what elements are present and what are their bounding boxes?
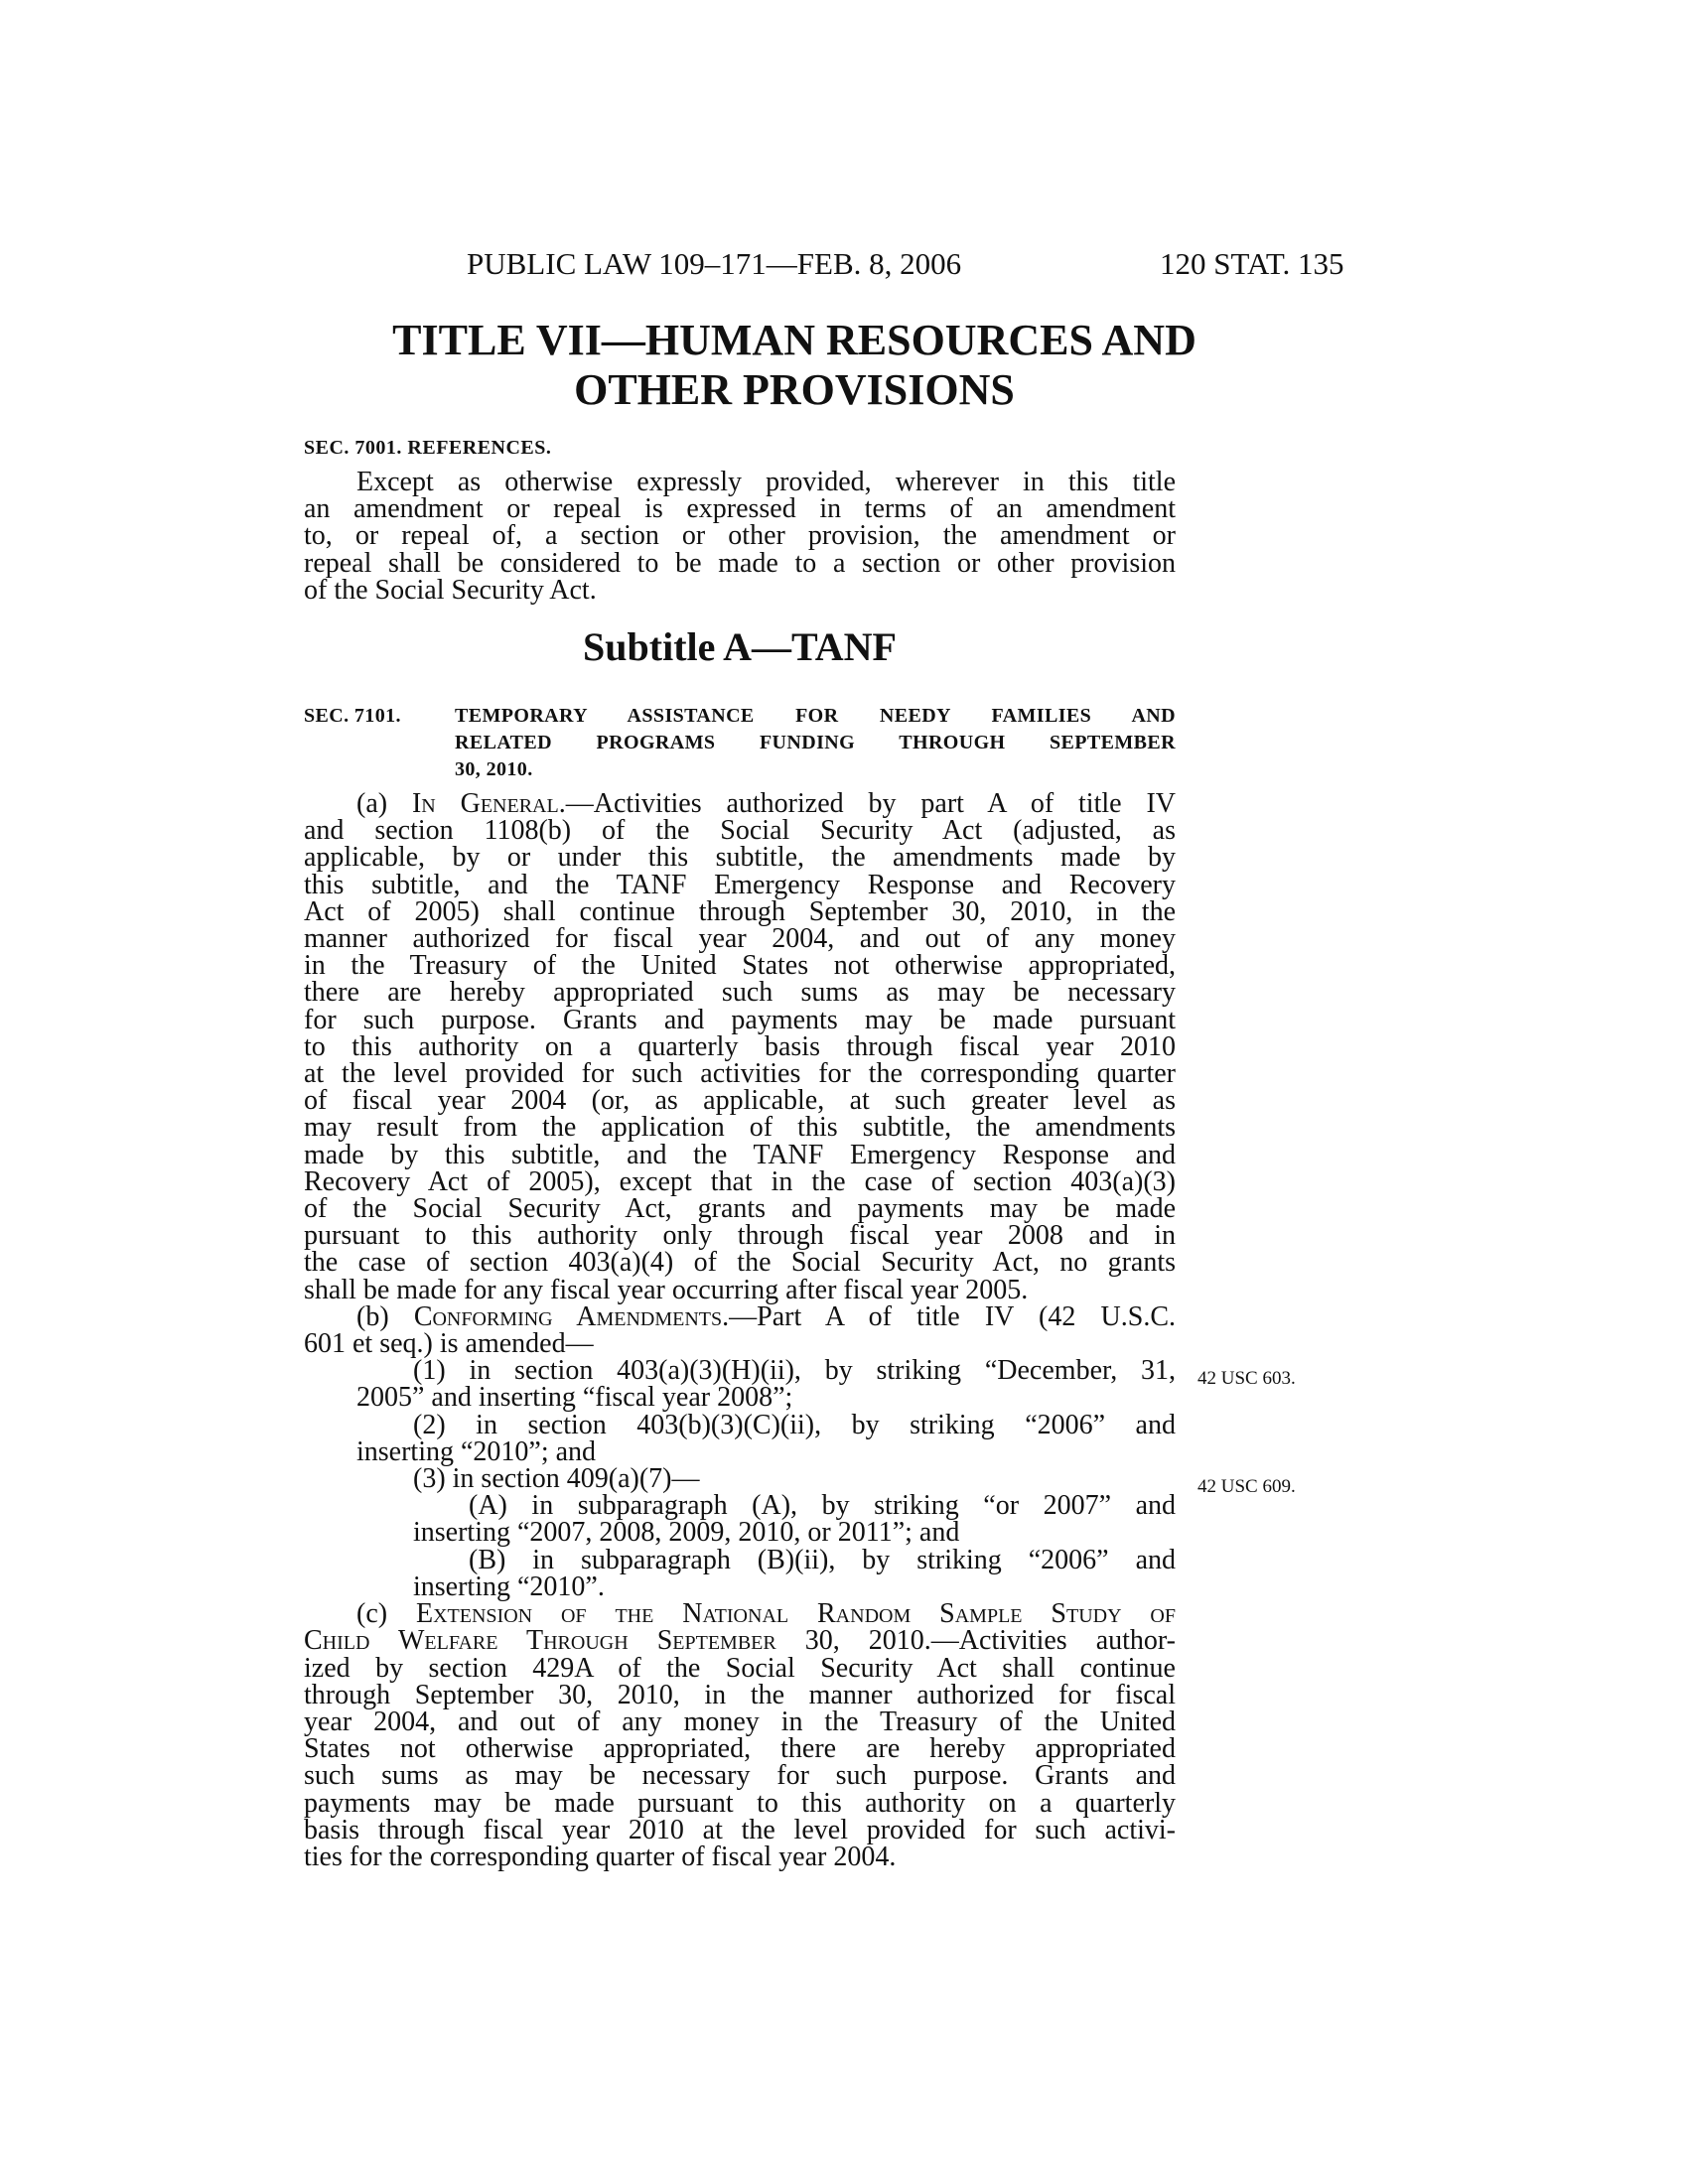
subsection-c-text: —Activities author-	[930, 1625, 1176, 1657]
header-law-citation: PUBLIC LAW 109–171—FEB. 8, 2006	[467, 246, 962, 281]
subsection-a-line: Act of 2005) shall continue through September 30, 2010, in the	[304, 895, 1176, 927]
subsection-b-first-line	[304, 1300, 1176, 1332]
subsection-c-label: (c)	[356, 1598, 416, 1630]
subsection-c-line: States not otherwise appropriated, there are hereby appropriated	[304, 1733, 1176, 1765]
subsection-a-first-line	[304, 790, 1176, 817]
subsection-b-text: —Part A of title IV (42 U.S.C.	[729, 1300, 1176, 1332]
subsection-a-line: of the Social Security Act, grants and payments may be made	[304, 1193, 1176, 1225]
title-line-2: OTHER PROVISIONS	[574, 365, 1015, 414]
subsection-a-line: shall be made for any fiscal year occurring after fiscal year 2005.	[304, 1274, 1029, 1305]
sec-7001-line: Except as otherwise expressly provided, wherever in this title	[356, 467, 1176, 497]
subsection-c-line: ized by section 429A of the Social Security Act shall continue	[304, 1652, 1176, 1684]
subtitle-heading: Subtitle A—TANF	[583, 624, 897, 669]
header-stat-page: 120 STAT. 135	[1160, 246, 1344, 281]
subsection-a-caption: In General.	[411, 788, 566, 819]
sec-7101-number: SEC. 7101.	[304, 705, 401, 727]
subsection-a-line: may result from the application of this subtitle, the amendments	[304, 1112, 1176, 1144]
paragraph-b1-line: (1) in section 403(a)(3)(H)(ii), by striking “December, 31,	[413, 1355, 1176, 1387]
sec-7101-body	[304, 790, 1176, 1870]
subsection-a-line: pursuant to this authority only through fiscal year 2008 and in	[304, 1220, 1176, 1252]
sec-7001-line: repeal shall be considered to be made to a section or other provision	[304, 547, 1176, 579]
sec-7001-heading: SEC. 7001. REFERENCES.	[304, 437, 552, 459]
sec-7001-line: of the Social Security Act.	[304, 574, 597, 606]
subsection-c-line: year 2004, and out of any money in the Treasury of the United	[304, 1706, 1176, 1737]
sec-7001-body	[304, 469, 1176, 604]
subsection-a-line: and section 1108(b) of the Social Security Act (adjusted, as	[304, 815, 1176, 847]
subsection-a-line: there are hereby appropriated such sums as may be necessary	[304, 977, 1176, 1009]
subsection-c-caption: Extension of the National Random Sample Study of	[415, 1598, 1176, 1630]
subsection-a-line: applicable, by or under this subtitle, the amendments made by	[304, 842, 1176, 874]
subsection-a-line: this subtitle, and the TANF Emergency Response and Recovery	[304, 869, 1176, 900]
paragraph-b2-line: (2) in section 403(b)(3)(C)(ii), by striking “2006” and	[413, 1409, 1176, 1440]
subparagraph-bB-line: inserting “2010”.	[413, 1570, 605, 1602]
subsection-a-line: the case of section 403(a)(4) of the Social Security Act, no grants	[304, 1247, 1176, 1279]
subsection-a-line: of fiscal year 2004 (or, as applicable, at such greater level as	[304, 1085, 1176, 1117]
sec-7101-heading	[304, 703, 1176, 783]
subsection-a-line: at the level provided for such activities for the corresponding quarter	[304, 1058, 1176, 1090]
subsection-c-line: ties for the corresponding quarter of fiscal year 2004.	[304, 1841, 897, 1872]
subsection-a-line: in the Treasury of the United States not otherwise appropriated,	[304, 950, 1176, 982]
subsection-a-line: to this authority on a quarterly basis through fiscal year 2010	[304, 1030, 1176, 1062]
subsection-a-line: manner authorized for fiscal year 2004, and out of any money	[304, 923, 1176, 955]
running-header	[0, 246, 1688, 286]
sec-7101-heading-line: 30, 2010.	[455, 758, 533, 780]
subsection-a-line: Recovery Act of 2005), except that in the case of section 403(a)(3)	[304, 1165, 1176, 1197]
subsection-b-line: 601 et seq.) is amended—	[304, 1328, 594, 1360]
subsection-c-line: through September 30, 2010, in the manner authorized for fiscal	[304, 1679, 1176, 1710]
margin-note-42-usc-609: 42 USC 609.	[1197, 1476, 1296, 1497]
subsection-a-line: made by this subtitle, and the TANF Emergency Response and	[304, 1139, 1176, 1170]
paragraph-b2-line: inserting “2010”; and	[356, 1435, 597, 1467]
title-heading	[298, 316, 1291, 415]
paragraph-b1-line: 2005” and inserting “fiscal year 2008”;	[356, 1382, 793, 1414]
subsection-c-caption-cont: Child Welfare Through September 30, 2010.	[304, 1625, 931, 1657]
title-line-1: TITLE VII—HUMAN RESOURCES AND	[392, 316, 1196, 364]
subsection-a-line: for such purpose. Grants and payments may be made pursuant	[304, 1004, 1176, 1035]
subsection-c-line: basis through fiscal year 2010 at the level provided for such activi-	[304, 1814, 1176, 1845]
paragraph-b3-line: (3) in section 409(a)(7)—	[413, 1463, 700, 1495]
subparagraph-bB-line: (B) in subparagraph (B)(ii), by striking “2006” and	[469, 1544, 1176, 1575]
subsection-c-second-line	[304, 1625, 1176, 1657]
sec-7001-line: an amendment or repeal is expressed in terms of an amendment	[304, 493, 1176, 525]
subparagraph-bA-line: inserting “2007, 2008, 2009, 2010, or 2011”; and	[413, 1517, 960, 1549]
subparagraph-bA-line: (A) in subparagraph (A), by striking “or 2007” and	[469, 1490, 1176, 1522]
subsection-b-label: (b)	[356, 1300, 414, 1332]
subsection-c-first-line	[304, 1598, 1176, 1630]
subsection-c-line: such sums as may be necessary for such purpose. Grants and	[304, 1760, 1176, 1792]
margin-note-42-usc-603: 42 USC 603.	[1197, 1368, 1296, 1389]
sec-7101-heading-line: RELATED PROGRAMS FUNDING THROUGH SEPTEMBER	[455, 732, 1176, 753]
subsection-b-caption: Conforming Amendments.	[413, 1300, 730, 1332]
sec-7101-heading-line: TEMPORARY ASSISTANCE FOR NEEDY FAMILIES AND	[455, 705, 1176, 727]
subsection-c-line: payments may be made pursuant to this authority on a quarterly	[304, 1787, 1176, 1819]
sec-7001-line: to, or repeal of, a section or other provision, the amendment or	[304, 520, 1176, 552]
subsection-a-label: (a)	[356, 788, 412, 819]
subsection-a-text: —Activities authorized by part A of title IV	[565, 788, 1176, 819]
